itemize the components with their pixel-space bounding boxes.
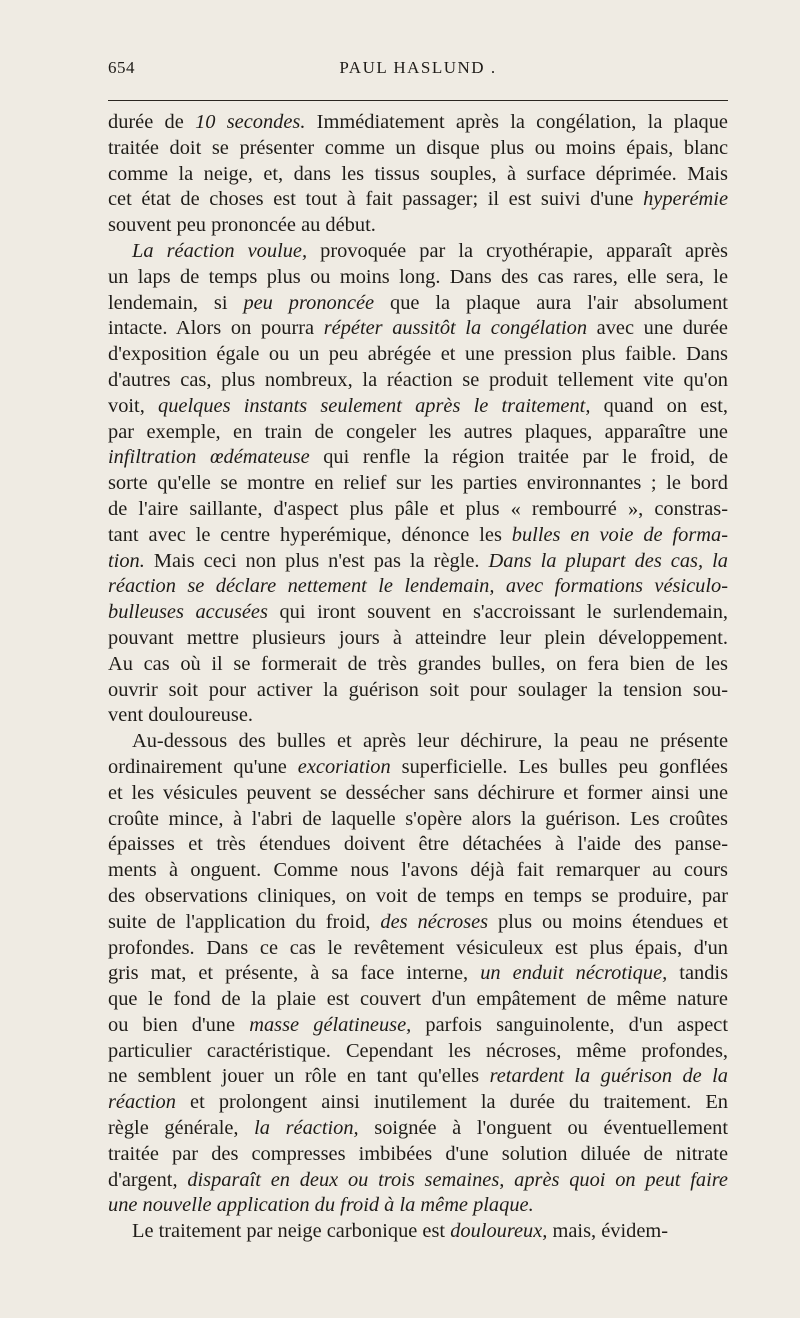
text-line <box>108 549 728 575</box>
text-line <box>108 368 728 394</box>
italic-text: retardent la guérison de la <box>489 1065 728 1088</box>
body-text <box>108 110 728 1245</box>
text-segment: ordinairement qu'une <box>108 755 298 778</box>
text-line <box>108 162 728 188</box>
text-segment: et les vésicules peuvent se dessécher sans déchirure et former ainsi une <box>108 781 728 804</box>
italic-text: une nouvelle application du froid à la même plaque. <box>108 1194 534 1217</box>
text-segment: vent douloureuse. <box>108 704 253 727</box>
text-segment: que le fond de la plaie est couvert d'un empâtement de même nature <box>108 988 728 1011</box>
text-segment: Le traitement par neige carbonique est <box>132 1220 451 1243</box>
text-line <box>108 936 728 962</box>
text-line <box>108 755 728 781</box>
text-line <box>108 626 728 652</box>
text-line <box>108 1090 728 1116</box>
italic-text: réaction <box>108 1091 176 1114</box>
text-line <box>108 807 728 833</box>
italic-text: un enduit nécrotique, <box>480 962 668 985</box>
text-line <box>108 652 728 678</box>
text-segment: qui renfle la région traitée par le froid, de <box>309 446 728 469</box>
header-rule <box>108 100 728 101</box>
text-segment: règle générale, <box>108 1117 255 1140</box>
text-segment: un laps de temps plus ou moins long. Dans des cas rares, elle sera, le <box>108 265 728 288</box>
text-segment: sorte qu'elle se montre en relief sur les parties environnantes ; le bord <box>108 472 728 495</box>
italic-text: douloureux, <box>450 1220 548 1243</box>
text-line <box>108 239 728 265</box>
text-line <box>108 265 728 291</box>
text-line <box>108 678 728 704</box>
text-line <box>108 729 728 755</box>
text-segment: soignée à l'onguent ou éventuellement <box>358 1117 728 1140</box>
text-line <box>108 703 728 729</box>
italic-text: bulleuses accusées <box>108 601 268 624</box>
page-number: 654 <box>108 58 135 77</box>
text-segment: ou bien d'une <box>108 1013 250 1036</box>
italic-text: infiltration œdémateuse <box>108 446 310 469</box>
italic-text: tion. <box>108 549 145 572</box>
italic-text: disparaît en deux ou trois semaines, après quoi on peut faire <box>187 1168 728 1191</box>
text-line <box>108 445 728 471</box>
text-line <box>108 420 728 446</box>
text-segment: Mais ceci non plus n'est pas la règle. <box>144 549 489 572</box>
text-segment: d'argent, <box>108 1168 188 1191</box>
running-head: PAUL HASLUND . <box>339 58 497 77</box>
text-line <box>108 394 728 420</box>
text-line <box>108 187 728 213</box>
italic-text: des nécroses <box>380 910 489 933</box>
italic-text: bulles en voie de forma- <box>511 523 728 546</box>
text-line <box>108 910 728 936</box>
text-line <box>108 781 728 807</box>
text-line <box>108 471 728 497</box>
text-segment: des observations cliniques, on voit de temps en temps se produire, par <box>108 884 728 907</box>
text-segment: ments à onguent. Comme nous l'avons déjà fait remarquer au cours <box>108 859 728 882</box>
italic-text: peu prononcée <box>243 291 375 314</box>
italic-text: hyperémie <box>643 188 728 211</box>
text-segment: traitée doit se présenter comme un disque plus ou moins épais, blanc <box>108 136 728 159</box>
text-segment: d'exposition égale ou un peu abrégée et une pression plus faible. Dans <box>108 343 728 366</box>
text-segment: superficielle. Les bulles peu gonflées <box>390 755 728 778</box>
italic-text: 10 secondes. <box>195 111 306 133</box>
text-segment: ne semblent jouer un rôle en tant qu'elles <box>108 1065 490 1088</box>
text-line <box>108 961 728 987</box>
text-segment: provoquée par la cryothérapie, apparaît après <box>307 239 728 262</box>
text-segment: épaisses et très étendues doivent être détachées à l'aide des panse- <box>108 833 728 856</box>
text-segment: profondes. Dans ce cas le revêtement vésiculeux est plus épais, d'un <box>108 936 728 959</box>
text-line <box>108 1064 728 1090</box>
text-segment: quand on est, <box>590 394 728 417</box>
text-segment: d'autres cas, plus nombreux, la réaction se produit tellement vite qu'on <box>108 368 728 391</box>
text-segment: pouvant mettre plusieurs jours à atteindre leur plein développement. <box>108 626 728 649</box>
text-segment: traitée par des compresses imbibées d'une solution diluée de nitrate <box>108 1142 728 1165</box>
text-segment: et prolongent ainsi inutilement la durée du traitement. En <box>175 1091 728 1114</box>
text-line <box>108 1116 728 1142</box>
text-segment: comme la neige, et, dans les tissus souples, à surface déprimée. Mais <box>108 162 728 185</box>
text-line <box>108 1142 728 1168</box>
text-line <box>108 858 728 884</box>
text-segment: avec une durée <box>587 317 728 340</box>
text-segment: Au-dessous des bulles et après leur déchirure, la peau ne présente <box>132 730 728 753</box>
text-line <box>108 1219 728 1245</box>
italic-text: répéter aussitôt la congélation <box>323 317 588 340</box>
text-line <box>108 213 728 239</box>
italic-text: réaction se déclare nettement le lendemain, avec formations vésiculo- <box>108 575 728 598</box>
text-line <box>108 1039 728 1065</box>
italic-text: Dans la plupart des cas, la <box>488 549 728 572</box>
italic-text: quelques instants seulement après le traitement, <box>158 394 591 417</box>
text-line <box>108 110 728 136</box>
text-segment: tandis <box>667 962 728 985</box>
text-segment: par exemple, en train de congeler les autres plaques, apparaître une <box>108 420 728 443</box>
text-segment: ouvrir soit pour activer la guérison soit pour soulager la tension sou- <box>108 678 728 701</box>
text-line <box>108 342 728 368</box>
text-segment: suite de l'application du froid, <box>108 910 381 933</box>
italic-text: la réaction, <box>254 1117 359 1140</box>
text-line <box>108 987 728 1013</box>
text-segment: cet état de choses est tout à fait passager; il est suivi d'une <box>108 188 644 211</box>
italic-text: La réaction voulue, <box>132 239 308 262</box>
text-line <box>108 523 728 549</box>
page-header <box>108 58 728 84</box>
text-line <box>108 884 728 910</box>
text-segment: Au cas où il se formerait de très grandes bulles, on fera bien de les <box>108 652 728 675</box>
text-line <box>108 136 728 162</box>
text-line <box>108 600 728 626</box>
text-segment: mais, évidem- <box>547 1220 669 1243</box>
text-line <box>108 291 728 317</box>
text-segment: qui iront souvent en s'accroissant le surlendemain, <box>267 601 728 624</box>
italic-text: excoriation <box>297 755 391 778</box>
text-line <box>108 832 728 858</box>
text-line <box>108 497 728 523</box>
text-segment: de l'aire saillante, d'aspect plus pâle et plus « rembourré », constras- <box>108 497 728 520</box>
text-segment: souvent peu prononcée au début. <box>108 214 376 237</box>
italic-text: masse gélatineuse, <box>249 1013 412 1036</box>
text-segment: que la plaque aura l'air absolument <box>374 291 728 314</box>
text-segment: voit, <box>108 394 159 417</box>
text-line <box>108 574 728 600</box>
text-segment: durée de <box>108 111 196 133</box>
text-segment: croûte mince, à l'abri de laquelle s'opère alors la guérison. Les croûtes <box>108 807 728 830</box>
text-segment: parfois sanguinolente, d'un aspect <box>411 1013 728 1036</box>
text-segment: Immédiatement après la congélation, la plaque <box>305 111 728 133</box>
text-segment: particulier caractéristique. Cependant les nécroses, même profondes, <box>108 1039 728 1062</box>
text-segment: intacte. Alors on pourra <box>108 317 324 340</box>
text-segment: gris mat, et présente, à sa face interne, <box>108 962 481 985</box>
text-segment: lendemain, si <box>108 291 244 314</box>
text-line <box>108 1168 728 1194</box>
text-segment: tant avec le centre hyperémique, dénonce les <box>108 523 512 546</box>
text-line <box>108 316 728 342</box>
text-segment: plus ou moins étendues et <box>488 910 728 933</box>
text-line <box>108 1193 728 1219</box>
text-line <box>108 1013 728 1039</box>
